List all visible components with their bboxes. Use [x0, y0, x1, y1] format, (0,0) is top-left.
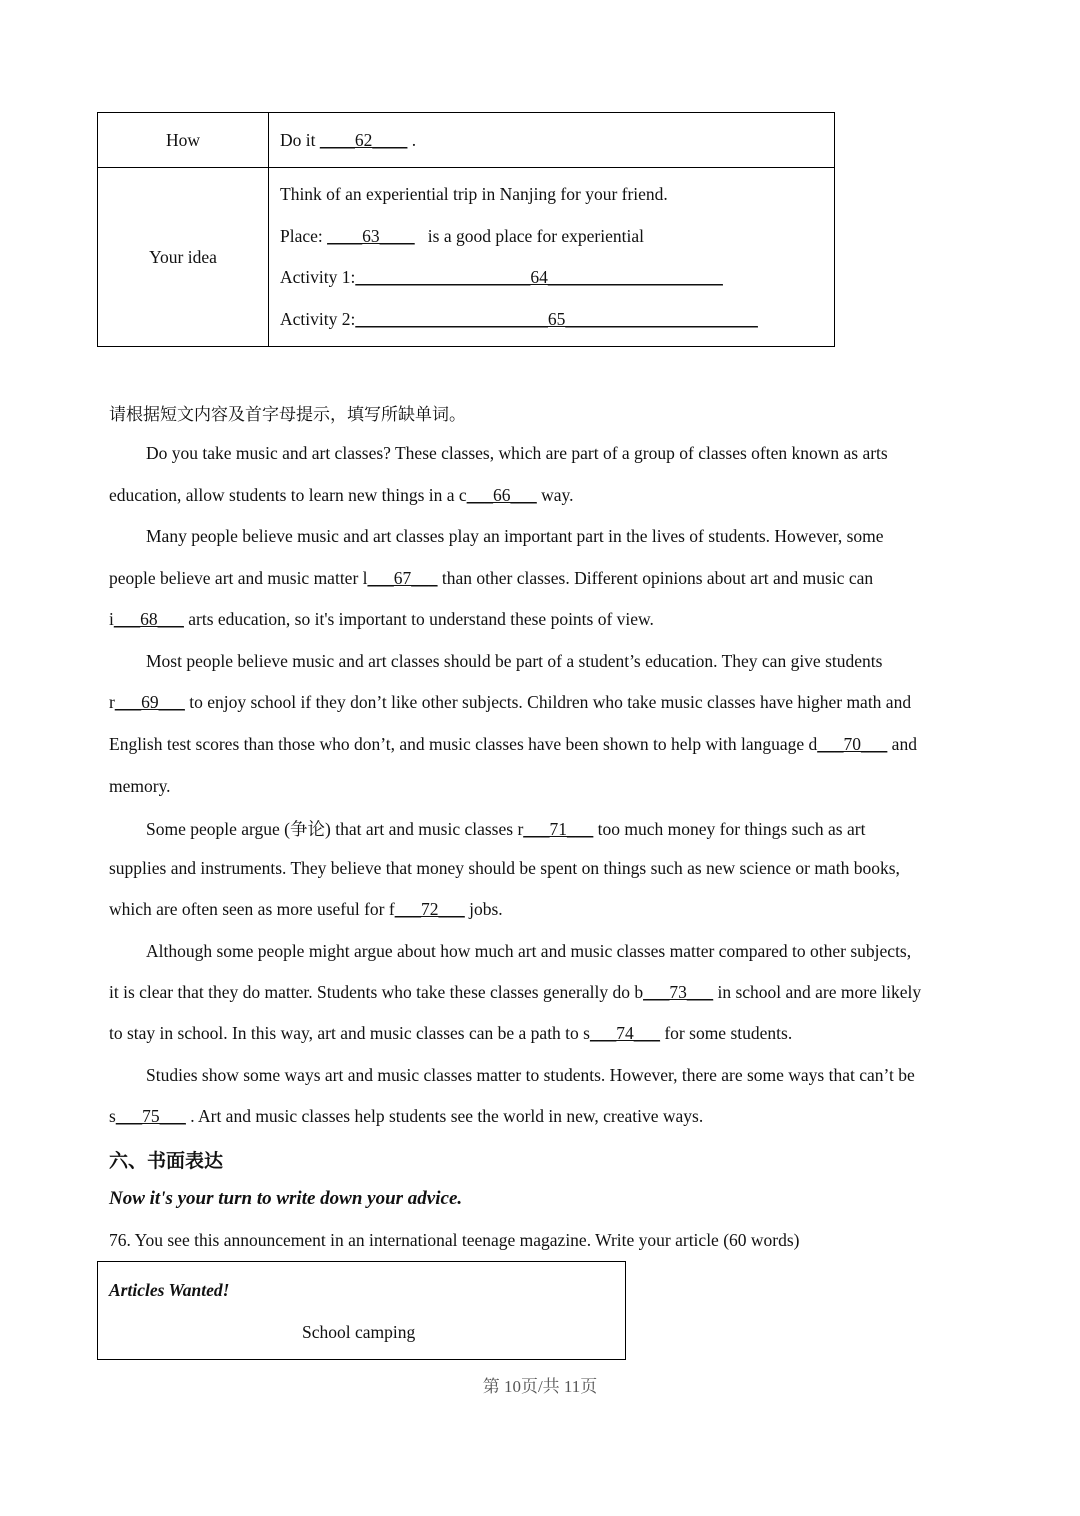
p6-line1: Studies show some ways art and music classes matter to students. However, there are some ways that can’t be — [146, 1065, 915, 1085]
blank-72[interactable]: ___72___ — [394, 899, 465, 919]
p2-line2-text: people believe art and music matter l — [109, 568, 368, 588]
p1-line2-end: way. — [536, 485, 574, 505]
p3-line2-end: to enjoy school if they don’t like other subjects. Children who take music classes have higher math and — [184, 692, 912, 712]
how-cell — [269, 113, 835, 168]
p1-line2 — [109, 485, 979, 506]
blank-74[interactable]: ___74___ — [589, 1023, 660, 1043]
p3-line3-text: English test scores than those who don’t, and music classes have been shown to help with language d — [109, 734, 818, 754]
how-label: How — [98, 113, 269, 168]
how-text: Do it — [280, 129, 320, 150]
p5-line2 — [109, 982, 979, 1003]
section-title: 六、书面表达 — [109, 1150, 224, 1172]
table-row-idea — [98, 168, 835, 347]
idea-place-line — [280, 216, 834, 258]
p6-line2-text: s — [109, 1106, 116, 1126]
idea-cell — [269, 168, 835, 347]
blank-67[interactable]: ___67___ — [367, 568, 438, 588]
blank-75[interactable]: ___75___ — [115, 1106, 186, 1126]
p5-line3-text: to stay in school. In this way, art and music classes can be a path to s — [109, 1023, 590, 1043]
how-end: . — [407, 129, 417, 150]
writing-prompt: Now it's your turn to write down your advice. — [109, 1188, 463, 1209]
question-76: 76. You see this announcement in an international teenage magazine. Write your article (60 words) — [109, 1230, 800, 1250]
p3-line3 — [109, 734, 979, 755]
p5-line2-end: in school and are more likely — [713, 982, 922, 1002]
blank-66[interactable]: ___66___ — [466, 485, 537, 505]
p2-line2-end: than other classes. Different opinions about art and music can — [437, 568, 874, 588]
p3-line2-text: r — [109, 692, 115, 712]
p5-line3 — [109, 1023, 979, 1044]
p2-line3-end: arts education, so it's important to understand these points of view. — [183, 609, 654, 629]
p4-line1 — [146, 816, 1016, 841]
blank-73[interactable]: ___73___ — [643, 982, 714, 1002]
p2-line1: Many people believe music and art classes play an important part in the lives of students. However, some — [146, 526, 884, 546]
p6-line2-end: . Art and music classes help students see the world in new, creative ways. — [185, 1106, 704, 1126]
p4-line3 — [109, 899, 979, 920]
p5-line1: Although some people might argue about how much art and music classes matter compared to other subjects, — [146, 941, 912, 961]
blank-68[interactable]: ___68___ — [113, 609, 184, 629]
p4-line3-end: jobs. — [464, 899, 503, 919]
page-footer: 第 10页/共 11页 — [482, 1377, 598, 1396]
p1-line1: Do you take music and art classes? These classes, which are part of a group of classes often known as arts — [146, 443, 888, 463]
p4-line1-text: Some people argue (争论) that art and music classes r — [146, 819, 524, 839]
instruction-text: 请根据短文内容及首字母提示，填写所缺单词。 — [109, 405, 466, 425]
p1-line2-text: education, allow students to learn new things in a c — [109, 485, 467, 505]
activity1-prefix: Activity 1: — [280, 267, 356, 287]
p2-line2 — [109, 568, 979, 589]
table-row-how — [98, 113, 835, 168]
blank-69[interactable]: ___69___ — [114, 692, 185, 712]
p6-line2 — [109, 1106, 979, 1127]
p4-line1-end: too much money for things such as art — [593, 819, 866, 839]
blank-71[interactable]: ___71___ — [523, 819, 594, 839]
announcement-title: Articles Wanted! — [109, 1280, 230, 1300]
idea-activity2-line — [280, 299, 834, 341]
activity2-prefix: Activity 2: — [280, 308, 356, 329]
idea-activity1-line — [280, 257, 834, 299]
p4-line3-text: which are often seen as more useful for f — [109, 899, 395, 919]
p4-line2: supplies and instruments. They believe that money should be spent on things such as new science or math books, — [109, 858, 900, 878]
p5-line2-text: it is clear that they do matter. Students who take these classes generally do b — [109, 982, 644, 1002]
p2-line3 — [109, 609, 979, 630]
place-suffix: is a good place for experiential — [414, 225, 644, 246]
p3-line4: memory. — [109, 776, 171, 796]
blank-63[interactable]: ____63____ — [327, 225, 415, 246]
blank-70[interactable]: ___70___ — [817, 734, 888, 754]
announcement-topic: School camping — [302, 1322, 416, 1342]
blank-62[interactable]: ____62____ — [319, 129, 408, 150]
idea-label: Your idea — [98, 168, 269, 347]
idea-line1: Think of an experiential trip in Nanjing for your friend. — [280, 184, 668, 204]
info-table — [97, 112, 835, 347]
p3-line3-end: and — [887, 734, 917, 754]
p3-line2 — [109, 692, 979, 713]
place-prefix: Place: — [280, 225, 328, 246]
p2-line3-text: i — [109, 609, 114, 629]
p5-line3-end: for some students. — [659, 1023, 793, 1043]
announcement-box — [97, 1261, 626, 1360]
blank-64[interactable]: ____________________64____________________ — [355, 267, 723, 287]
blank-65[interactable]: ______________________65______________________ — [355, 308, 758, 329]
p3-line1: Most people believe music and art classes should be part of a student’s education. They can give students — [146, 651, 883, 671]
